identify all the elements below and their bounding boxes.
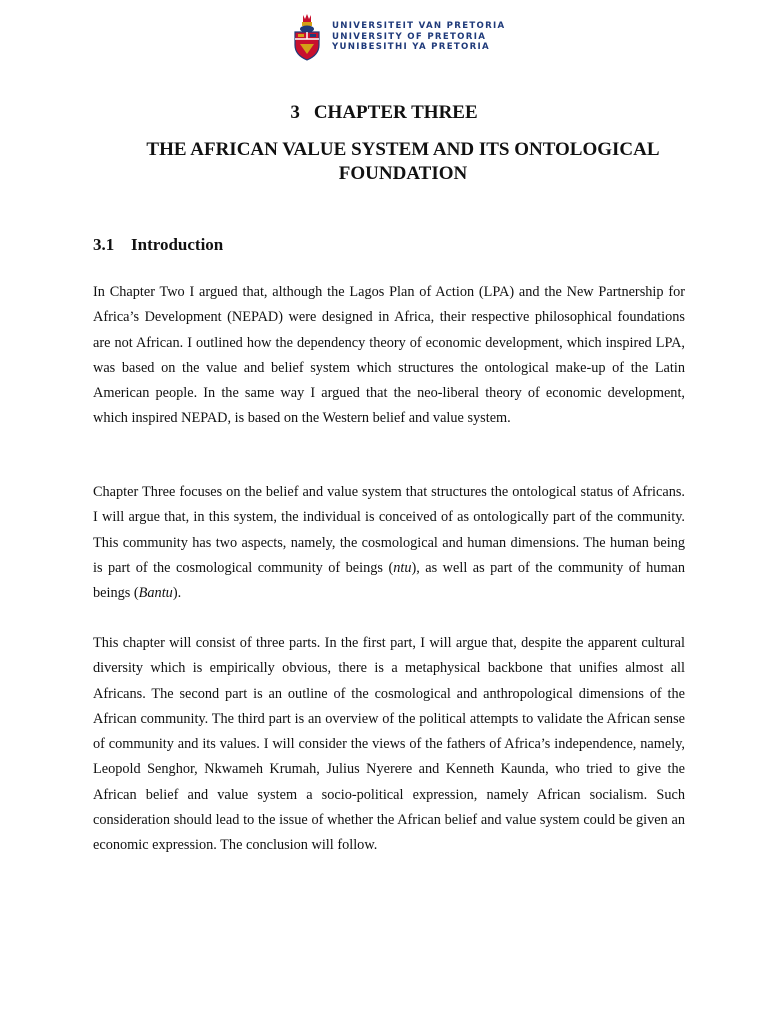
section-heading [93, 233, 223, 257]
university-crest-icon [292, 13, 322, 61]
university-logo [292, 12, 506, 62]
university-names [332, 21, 506, 53]
chapter-title [0, 100, 768, 126]
paragraph-3 [93, 631, 685, 859]
paragraph-2-italic-ntu: ntu [393, 559, 412, 576]
university-name-sepedi: YUNIBESITHI YA PRETORIA [332, 42, 491, 53]
paragraph-2 [93, 480, 685, 606]
paragraph-2-part-3: ). [172, 585, 182, 602]
university-name-afrikaans: UNIVERSITEIT VAN PRETORIA [332, 21, 506, 32]
paragraph-2-part-2: ), as well as part of the community of human beings ( [93, 559, 685, 602]
chapter-number: 3 [290, 102, 300, 123]
paragraph-2-italic-bantu: Bantu [138, 585, 173, 602]
section-number: 3.1 [93, 235, 115, 254]
section-title: Introduction [131, 235, 224, 254]
paragraph-1-text: In Chapter Two I argued that, although the Lagos Plan of Action (LPA) and the New Partnership for Africa’s Development (NEPAD) were designed in Africa, their respective philosophical foundations are not African. I outlined how the dependency theory of economic development, which inspired LPA, was based on the value and belief system which structures the ontological make-up of the Latin American people. In the same way I argued that the neo-liberal theory of economic development, which inspired NEPAD, is based on the Western belief and value system. [93, 284, 685, 427]
paragraph-2-part-1: Chapter Three focuses on the belief and value system that structures the ontological status of Africans. I will argue that, in this system, the individual is conceived of as ontologically part of the community. This community has two aspects, namely, the cosmological and human dimensions. The human being is part of the cosmological community of beings ( [93, 484, 685, 576]
paragraph-1 [93, 280, 685, 432]
paragraph-2-text [93, 480, 685, 606]
chapter-subtitle: THE AFRICAN VALUE SYSTEM AND ITS ONTOLOGICAL FOUNDATION [146, 139, 660, 184]
university-name-english: UNIVERSITY OF PRETORIA [332, 31, 487, 42]
chapter-title-text: CHAPTER THREE [313, 102, 478, 123]
paragraph-3-text: This chapter will consist of three parts. In the first part, I will argue that, despite the apparent cultural diversity which is empirically obvious, there is a metaphysical backbone that unifies almost all Africans. The second part is an outline of the cosmological and anthropological dimensions of the African community. The third part is an overview of the political attempts to validate the African sense of community and its values. I will consider the views of the fathers of Africa’s independence, namely, Leopold Senghor, Nkwameh Krumah, Julius Nyerere and Kenneth Kaunda, who tried to give the African belief and value system a socio-political expression, namely African socialism. Such consideration should lead to the issue of whether the African belief and value system could be given an economic expression. The conclusion will follow. [93, 635, 685, 854]
